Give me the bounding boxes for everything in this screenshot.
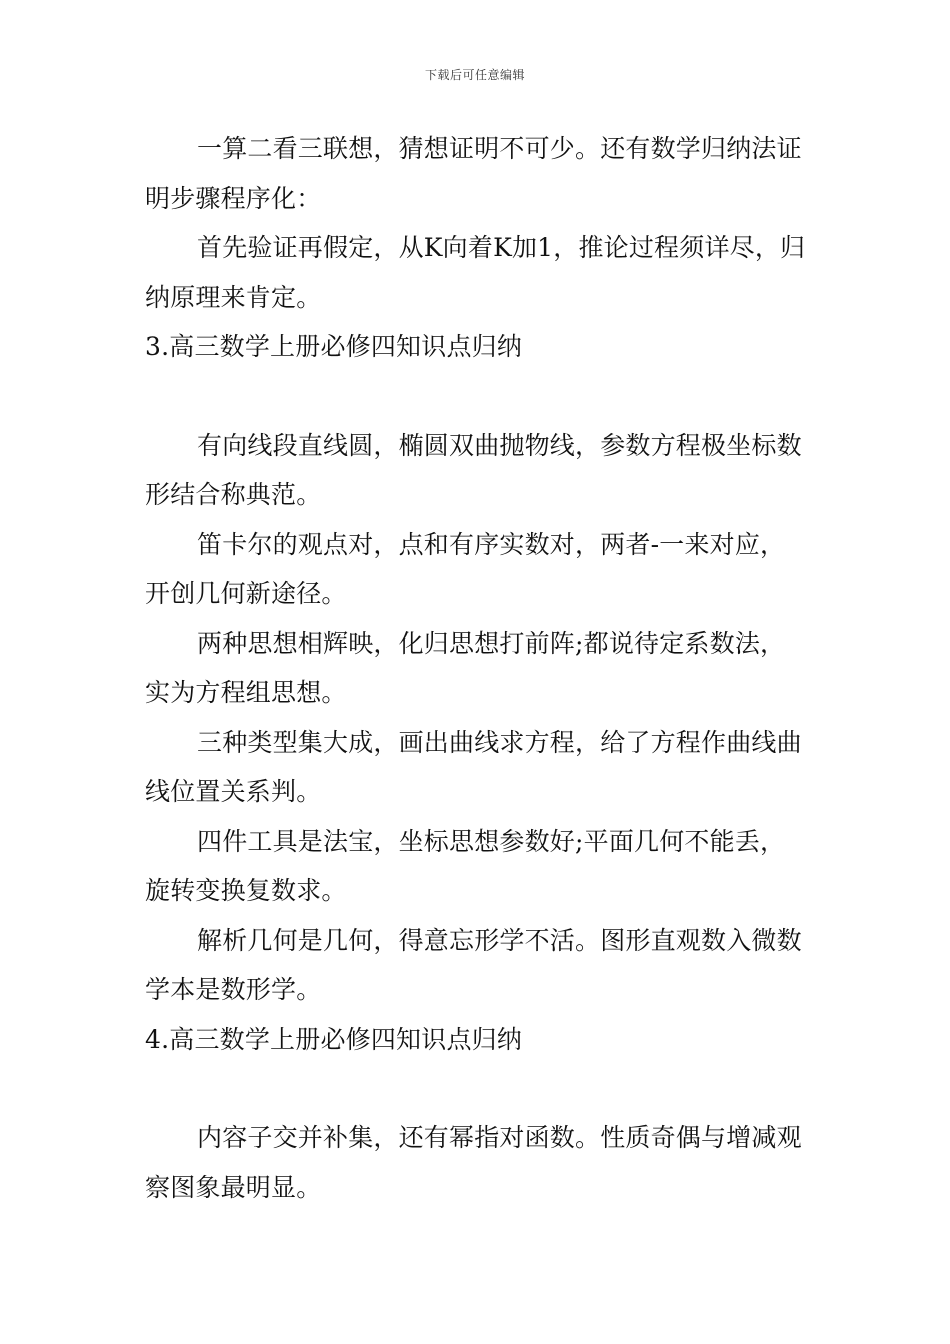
paragraph: 一算二看三联想，猜想证明不可少。还有数学归纳法证明步骤程序化：	[145, 134, 802, 213]
paragraph: 笛卡尔的观点对，点和有序实数对，两者-一来对应，开创几何新途径。	[145, 529, 786, 608]
section-heading: 3.高三数学上册必修四知识点归纳	[145, 332, 523, 361]
paragraph: 内容子交并补集，还有幂指对函数。性质奇偶与增减观察图象最明显。	[145, 1123, 802, 1202]
paragraph: 有向线段直线圆，椭圆双曲抛物线，参数方程极坐标数形结合称典范。	[145, 430, 802, 509]
page-header: 下载后可任意编辑	[424, 68, 525, 82]
section-heading: 4.高三数学上册必修四知识点归纳	[145, 1024, 523, 1054]
paragraph: 解析几何是几何，得意忘形学不活。图形直观数入微数学本是数形学。	[145, 925, 802, 1004]
spacer	[145, 372, 810, 421]
paragraph: 两种思想相辉映，化归思想打前阵;都说待定系数法，实为方程组思想。	[145, 628, 786, 707]
spacer	[145, 1064, 810, 1113]
paragraph: 首先验证再假定，从K向着K加1，推论过程须详尽，归纳原理来肯定。	[145, 233, 806, 312]
document-body	[145, 124, 810, 1212]
paragraph: 三种类型集大成，画出曲线求方程，给了方程作曲线曲线位置关系判。	[145, 727, 802, 806]
paragraph: 四件工具是法宝，坐标思想参数好;平面几何不能丢，旋转变换复数求。	[145, 826, 786, 905]
